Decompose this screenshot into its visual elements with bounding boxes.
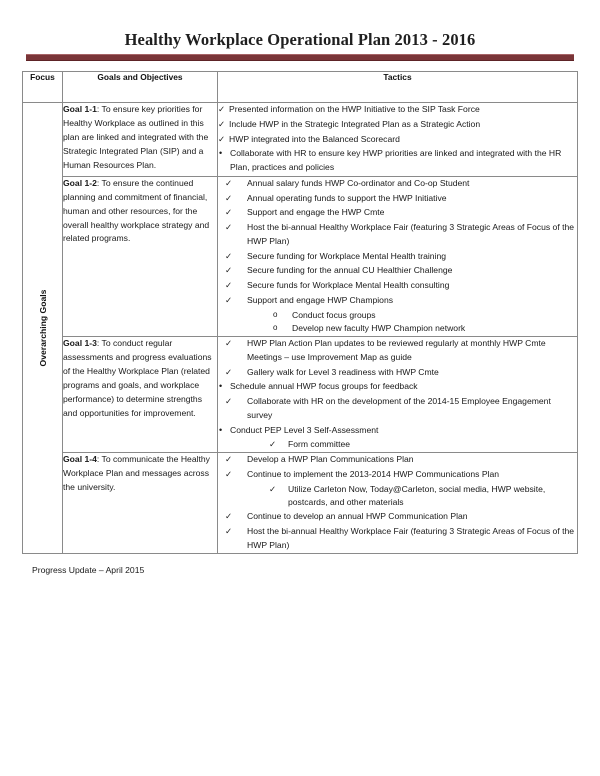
tactic-text: Utilize Carleton Now, Today@Carleton, social media, HWP website, postcards, and other materials [288,483,546,508]
checkmark-icon: ✓ [225,280,233,290]
checkmark-icon: ✓ [225,265,233,276]
tactic-text: HWP integrated into the Balanced Scorecard [229,133,400,144]
table-header-row [23,72,578,103]
tactic-item [218,264,577,278]
tactic-text: Support and engage the HWP Cmte [247,207,385,218]
bullet-circle-icon: o [273,323,278,333]
checkmark-icon: ✓ [218,104,226,114]
tactic-text: Include HWP in the Strategic Integrated Plan as a Strategic Action [229,118,481,129]
bullet-dot-icon: • [219,148,223,159]
checkmark-icon: ✓ [225,177,233,188]
checkmark-icon: ✓ [225,468,233,479]
checkmark-icon: ✓ [225,222,233,232]
goal-name: Goal 1-2 [63,177,97,188]
tactic-text: Form committee [288,439,351,450]
title-accent-rule [26,54,574,61]
column-header-focus: Focus [23,72,63,103]
goal-name: Goal 1-3 [63,338,97,348]
tactics-list [218,337,577,437]
tactic-text: Presented information on the HWP Initiative to the SIP Task Force [229,104,480,114]
tactics-cell [218,453,578,554]
checkmark-icon: ✓ [218,133,226,144]
tactic-item [218,483,577,511]
tactics-list [218,309,577,337]
goal-separator: : [96,177,102,188]
table-row [23,176,578,336]
tactic-text: Gallery walk for Level 3 readiness with HWP Cmte [247,366,439,377]
bullet-dot-icon: • [219,381,223,392]
tactic-item [218,453,577,467]
checkmark-icon: ✓ [225,250,233,261]
tactic-item [218,380,577,394]
checkmark-icon: ✓ [225,192,233,203]
bullet-circle-icon: o [273,309,278,319]
goal-separator: : [96,338,102,348]
focus-label: Overarching Goals [37,289,48,367]
table-row [23,103,578,177]
footer-progress-update: Progress Update – April 2015 [32,565,145,576]
tactics-list [218,103,577,175]
goal-separator: : [96,454,102,464]
tactic-text: Collaborate with HR to ensure key HWP priorities are linked and integrated with the HR Plan, practices and policies [230,148,562,172]
tactics-list [218,438,577,452]
tactic-text: Annual salary funds HWP Co-ordinator and Co-op Student [247,177,470,188]
goal-cell [63,103,218,177]
goal-name: Goal 1-1 [63,104,97,114]
tactic-text: Support and engage HWP Champions [247,294,394,305]
tactic-text: Secure funds for Workplace Mental Health consulting [247,280,450,290]
tactics-list [218,510,577,552]
operational-plan-table [22,71,578,554]
focus-cell [23,103,63,554]
tactic-text: Continue to develop an annual HWP Communication Plan [247,511,468,521]
tactic-text: Schedule annual HWP focus groups for feedback [230,381,418,392]
tactic-text: HWP Plan Action Plan updates to be reviewed regularly at monthly HWP Cmte Meetings – use Improvement Map as guide [247,338,546,362]
table-row [23,453,578,554]
column-header-goals: Goals and Objectives [63,72,218,103]
checkmark-icon: ✓ [225,454,233,464]
tactic-item [218,424,577,438]
checkmark-icon: ✓ [225,396,233,406]
tactic-item [218,309,577,323]
tactic-item [218,221,577,249]
tactics-cell [218,103,578,177]
tactic-text: Collaborate with HR on the development of the 2014-15 Employee Engagement survey [247,396,551,420]
tactic-text: Host the bi-annual Healthy Workplace Fair (featuring 3 Strategic Areas of Focus of the HWP Plan) [247,222,575,246]
checkmark-icon: ✓ [225,366,233,377]
tactics-cell [218,337,578,453]
column-header-tactics: Tactics [218,72,578,103]
goal-text: To ensure the continued planning and commitment of financial, human and other resources, for the overall healthy workplace strategy and related programs. [63,177,210,244]
page-title: Healthy Workplace Operational Plan 2013 - 2016 [124,30,476,49]
tactic-text: Annual operating funds to support the HWP Initiative [247,192,447,203]
checkmark-icon: ✓ [225,511,233,521]
tactic-item [218,118,577,132]
tactic-text: Host the bi-annual Healthy Workplace Fair (featuring 3 Strategic Areas of Focus of the HWP Plan) [247,525,575,550]
tactic-text: Conduct PEP Level 3 Self-Assessment [230,424,379,435]
goal-separator: : [96,104,102,114]
goal-text: To communicate the Healthy Workplace Plan and messages across the university. [63,454,210,492]
tactic-item [218,177,577,191]
checkmark-icon: ✓ [269,483,277,494]
tactics-list [218,483,577,511]
tactics-list [218,177,577,308]
tactic-text: Secure funding for Workplace Mental Health training [247,250,447,261]
tactic-item [218,510,577,524]
tactic-text: Continue to implement the 2013-2014 HWP Communications Plan [247,468,500,479]
checkmark-icon: ✓ [218,118,226,129]
tactic-text: Secure funding for the annual CU Healthier Challenge [247,265,453,276]
tactics-list [218,453,577,482]
tactic-item [218,322,577,336]
tactic-item [218,525,577,553]
tactic-item [218,147,577,175]
goal-name: Goal 1-4 [63,454,97,464]
tactic-item [218,395,577,423]
tactics-cell [218,176,578,336]
goal-cell [63,337,218,453]
checkmark-icon: ✓ [225,207,233,218]
goal-text: To ensure key priorities for Healthy Workplace as outlined in this plan are linked and integrated with the Strategic Integrated Plan (SIP) and a Human Resources Plan. [63,104,209,170]
tactic-item [218,337,577,365]
tactic-text: Conduct focus groups [292,309,376,320]
tactic-item [218,103,577,117]
tactic-item [218,133,577,147]
goal-text: To conduct regular assessments and progress evaluations of the Healthy Workplace Plan (related programs and goals, and workplace performance) to determine strengths and opportunities for improvement. [63,338,212,418]
tactic-item [218,192,577,206]
table-body [23,103,578,554]
tactic-item [218,294,577,308]
checkmark-icon: ✓ [225,294,233,305]
tactic-item [218,438,577,452]
tactic-item [218,366,577,380]
checkmark-icon: ✓ [225,525,233,536]
tactic-item [218,279,577,293]
tactic-text: Develop new faculty HWP Champion network [292,323,466,334]
tactic-item [218,206,577,220]
table-row [23,337,578,453]
checkmark-icon: ✓ [225,338,233,348]
tactic-item [218,468,577,482]
bullet-dot-icon: • [219,424,223,435]
tactic-text: Develop a HWP Plan Communications Plan [247,454,414,464]
goal-cell [63,176,218,336]
tactic-item [218,250,577,264]
table-header [23,72,578,103]
goal-cell [63,453,218,554]
checkmark-icon: ✓ [269,439,277,450]
